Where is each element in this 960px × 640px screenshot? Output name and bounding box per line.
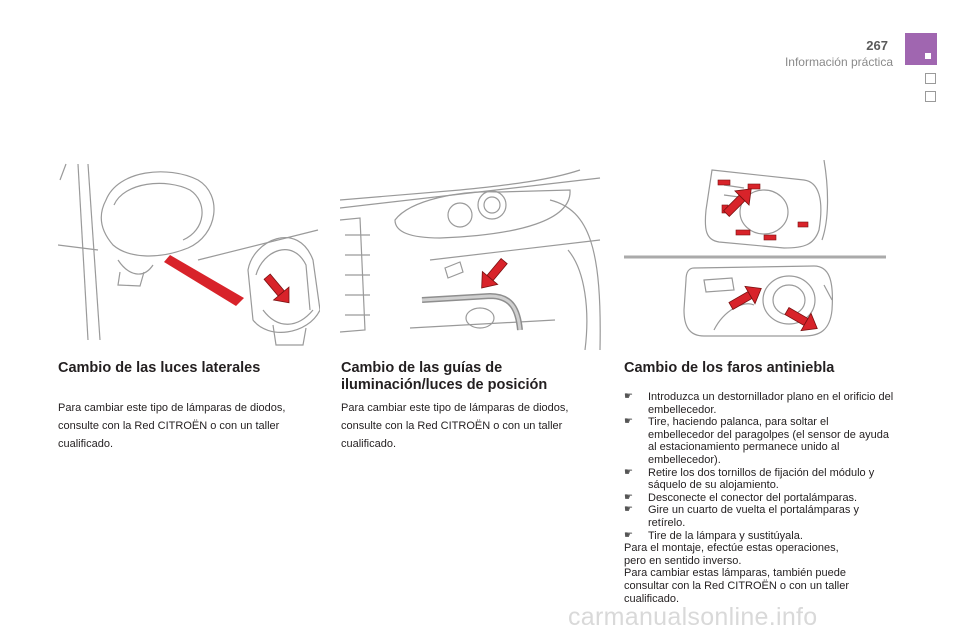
step-text: Retire los dos tornillos de fijación del módulo y sáquelo de su alojamiento. xyxy=(648,466,875,492)
dealer-note xyxy=(624,567,894,605)
chapter-tab-empty xyxy=(925,73,936,84)
chapter-tab-empty xyxy=(925,91,936,102)
dealer-note-line3: cualificado. xyxy=(624,592,680,605)
bumper-illustration xyxy=(340,160,602,350)
bullet-icon: ☛ xyxy=(624,504,633,516)
list-item xyxy=(624,391,894,416)
step-text: Tire de la lámpara y sustitúyala. xyxy=(648,529,803,542)
guide-lights-section xyxy=(341,360,611,453)
guide-lights-title xyxy=(341,360,611,394)
watermark: carmanualsonline.info xyxy=(568,603,818,631)
list-item xyxy=(624,492,894,505)
bullet-icon: ☛ xyxy=(624,416,633,428)
fog-lights-section xyxy=(624,360,894,605)
fog-lamp-illustration xyxy=(624,160,886,350)
step-text: Desconecte el conector del portalámparas. xyxy=(648,491,858,504)
assembly-note-line1: Para el montaje, efectúe estas operaciones, xyxy=(624,542,839,555)
fog-lights-steps xyxy=(624,391,894,542)
guide-lights-body: Para cambiar este tipo de lámparas de diodos, consulte con la Red CITROËN o con un taller cualificado. xyxy=(341,402,569,450)
tab-marker-icon xyxy=(925,53,931,59)
bullet-icon: ☛ xyxy=(624,466,633,478)
section-title: Información práctica xyxy=(784,55,893,69)
list-item xyxy=(624,467,894,492)
assembly-note xyxy=(624,542,894,567)
bullet-icon: ☛ xyxy=(624,391,633,402)
dealer-note-line2: consultar con la Red CITROËN o con un taller xyxy=(624,579,849,592)
side-lights-body: Para cambiar este tipo de lámparas de diodos, consulte con la Red CITROËN o con un taller cualificado. xyxy=(58,402,286,450)
list-item xyxy=(624,530,894,543)
guide-lights-title-line2: iluminación/luces de posición xyxy=(341,377,548,393)
list-item xyxy=(624,504,894,529)
assembly-note-line2: pero en sentido inverso. xyxy=(624,554,742,567)
bullet-icon: ☛ xyxy=(624,491,633,503)
step-text: Introduzca un destornillador plano en el orificio del embellecedor. xyxy=(648,391,894,416)
mirror-illustration xyxy=(58,160,320,350)
bullet-icon: ☛ xyxy=(624,529,633,541)
chapter-tab-active xyxy=(905,33,937,65)
step-text: Tire, haciendo palanca, para soltar el embellecedor del paragolpes (el sensor de ayuda al estacionamiento permanece unido al embellecedor). xyxy=(648,416,889,466)
dealer-note-line1: Para cambiar estas lámparas, también puede xyxy=(624,567,846,580)
list-item xyxy=(624,416,894,466)
guide-lights-title-line1: Cambio de las guías de xyxy=(341,360,503,376)
side-lights-title: Cambio de las luces laterales xyxy=(58,360,261,376)
fog-lights-title: Cambio de los faros antiniebla xyxy=(624,360,835,376)
step-text: Gire un cuarto de vuelta el portalámparas y retírelo. xyxy=(648,504,859,529)
side-lights-section xyxy=(58,360,328,453)
page-number: 267 xyxy=(866,38,888,53)
